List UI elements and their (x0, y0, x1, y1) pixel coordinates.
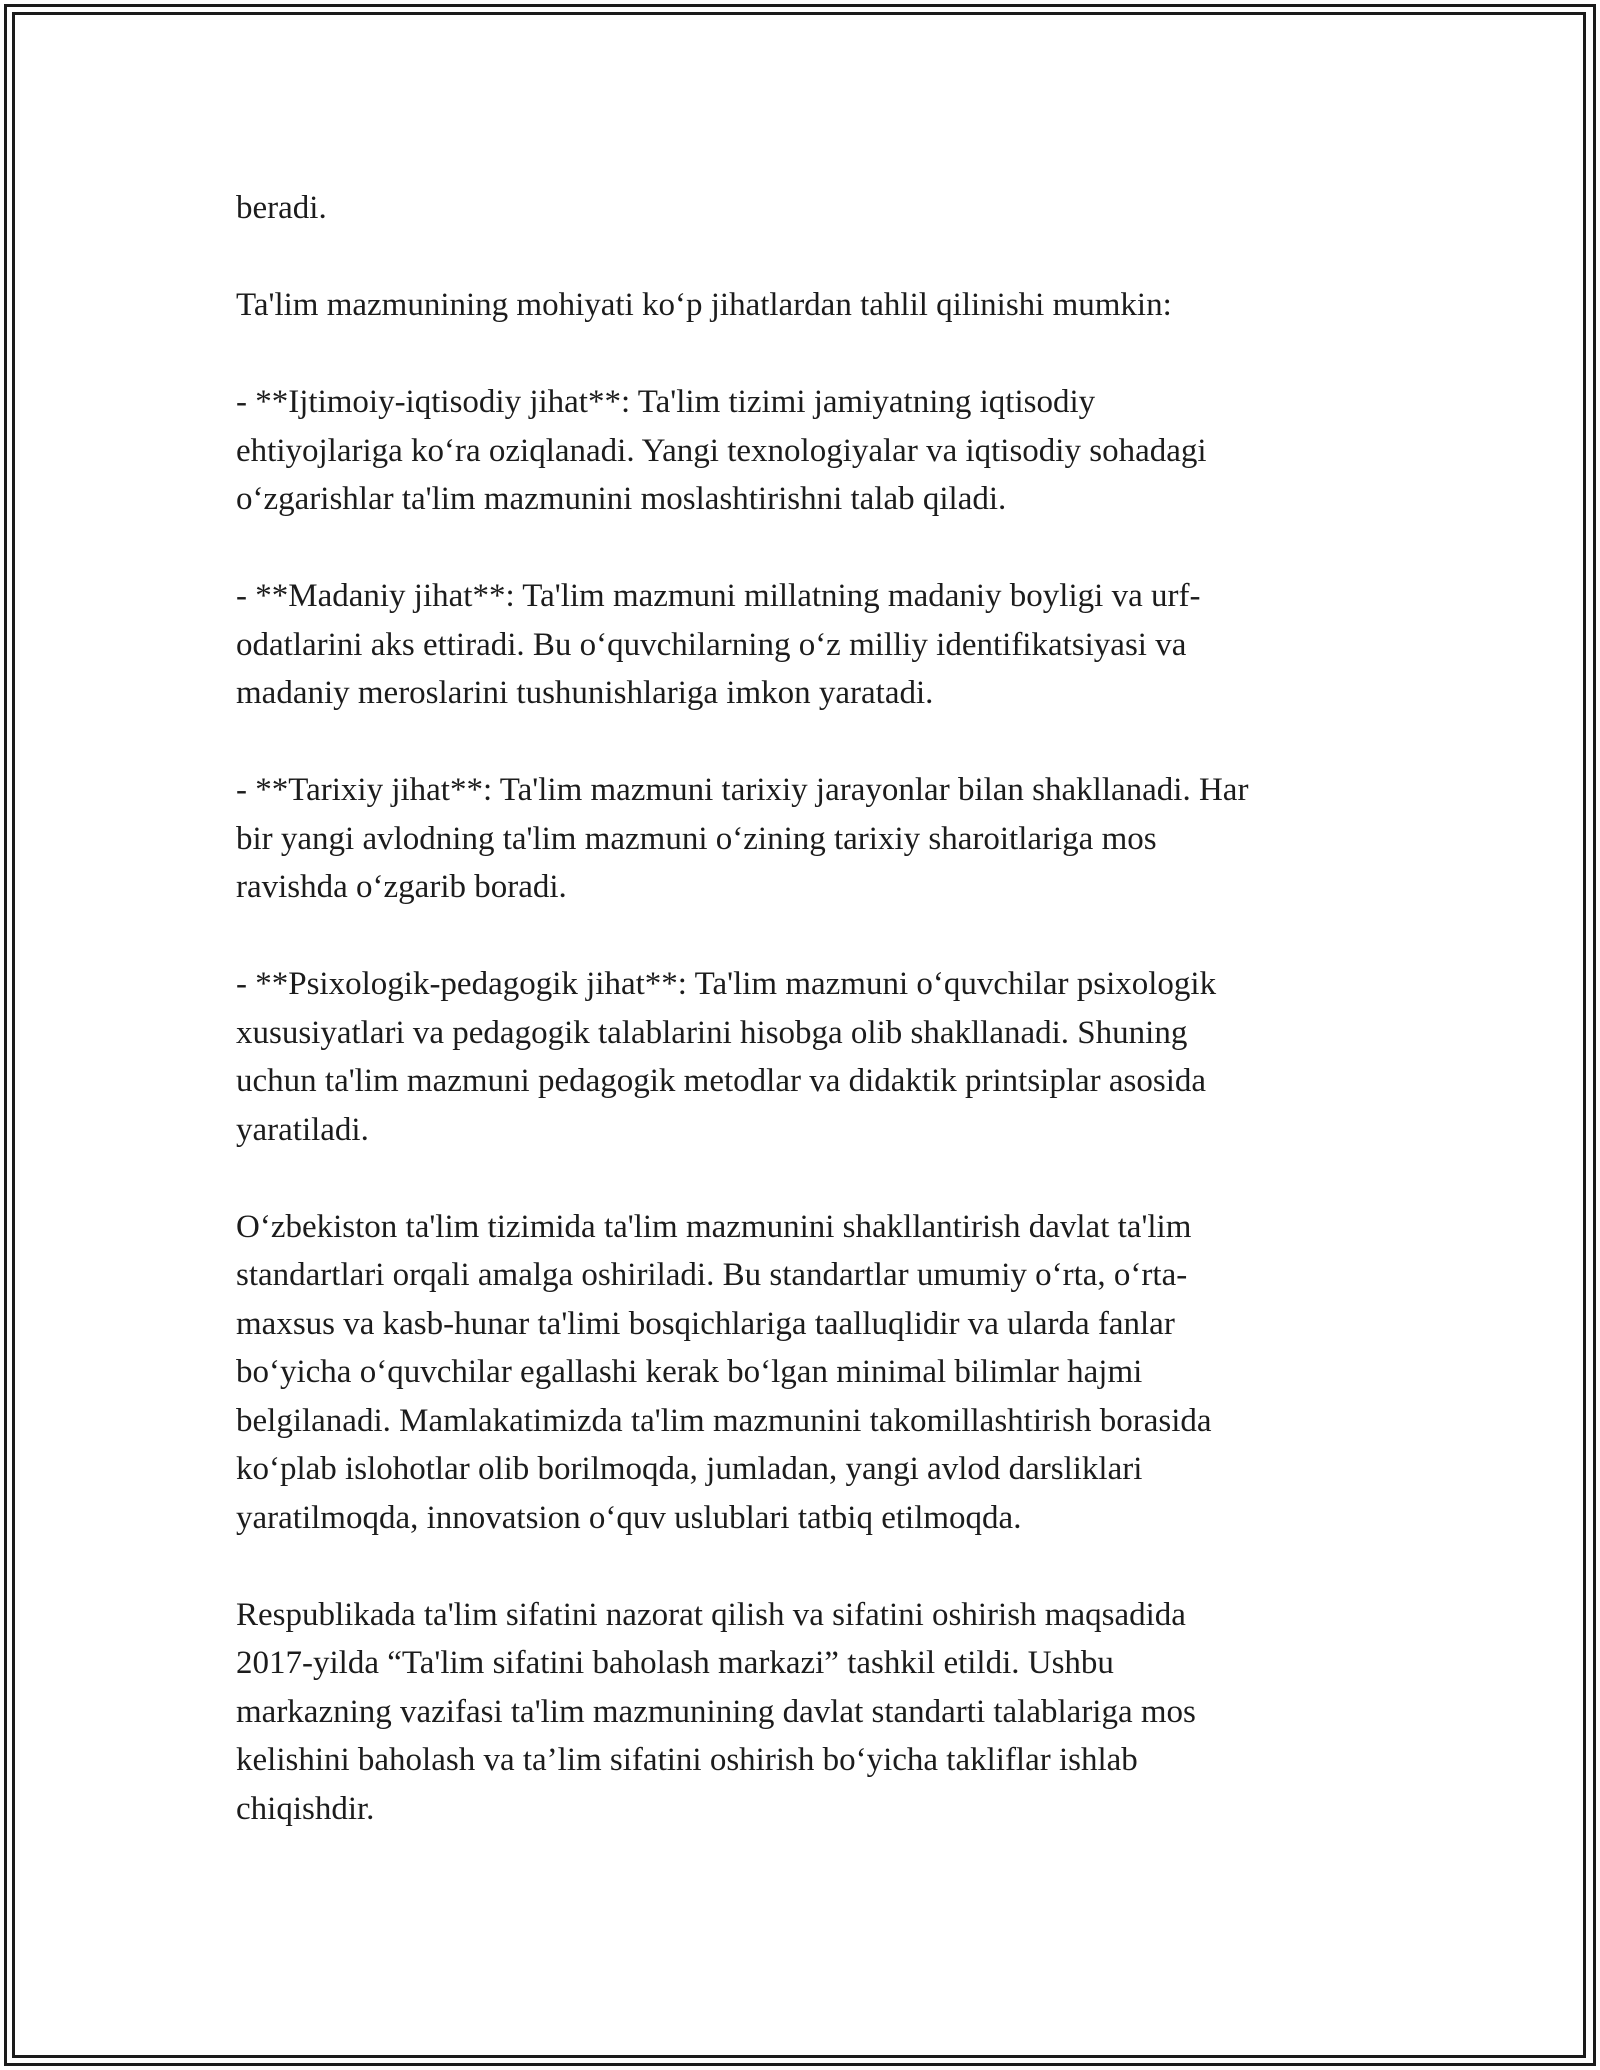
text-line: ko‘plab islohotlar olib borilmoqda, jumladan, yangi avlod darsliklari (236, 1451, 1143, 1487)
text-line: markazning vazifasi ta'lim mazmunining davlat standarti talablariga mos (236, 1693, 1196, 1730)
text-line: - **Madaniy jihat**: Ta'lim mazmuni millatning madaniy boyligi va urf- (236, 578, 1201, 614)
text-line: xususiyatlari va pedagogik talablarini hisobga olib shakllanadi. Shuning (236, 1014, 1188, 1051)
paragraph (236, 1203, 1386, 1543)
text-line: ehtiyojlariga ko‘ra oziqlanadi. Yangi texnologiyalar va iqtisodiy sohadagi (236, 432, 1207, 469)
text-line: uchun ta'lim mazmuni pedagogik metodlar va didaktik printsiplar asosida (236, 1063, 1207, 1099)
paragraph (236, 184, 1386, 233)
document-body (236, 184, 1386, 1882)
text-line: - **Ijtimoiy-iqtisodiy jihat**: Ta'lim tizimi jamiyatning iqtisodiy (236, 384, 1096, 420)
paragraph (236, 281, 1386, 330)
text-line: madaniy meroslarini tushunishlariga imkon yaratadi. (236, 675, 934, 711)
text-line: yaratiladi. (236, 1111, 369, 1148)
text-line: - **Psixologik-pedagogik jihat**: Ta'lim mazmuni o‘quvchilar psixologik (236, 966, 1217, 1002)
text-line: - **Tarixiy jihat**: Ta'lim mazmuni tarixiy jarayonlar bilan shakllanadi. Har (236, 772, 1249, 808)
paragraph (236, 572, 1386, 718)
text-line: Respublikada ta'lim sifatini nazorat qilish va sifatini oshirish maqsadida (236, 1596, 1186, 1633)
text-line: O‘zbekiston ta'lim tizimida ta'lim mazmunini shakllantirish davlat ta'lim (236, 1208, 1192, 1245)
text-line: kelishini baholash va ta’lim sifatini oshirish bo‘yicha takliflar ishlab (236, 1742, 1138, 1778)
text-line: maxsus va kasb-hunar ta'limi bosqichlariga taalluqlidir va ularda fanlar (236, 1305, 1175, 1342)
paragraph (236, 960, 1386, 1154)
paragraph (236, 1591, 1386, 1834)
text-line: Ta'lim mazmunining mohiyati ko‘p jihatlardan tahlil qilinishi mumkin: (236, 287, 1172, 323)
text-line: belgilanadi. Mamlakatimizda ta'lim mazmunini takomillashtirish borasida (236, 1402, 1212, 1439)
text-line: bo‘yicha o‘quvchilar egallashi kerak bo‘lgan minimal bilimlar hajmi (236, 1354, 1143, 1390)
text-line: standartlari orqali amalga oshiriladi. Bu standartlar umumiy o‘rta, o‘rta- (236, 1257, 1188, 1293)
text-line: o‘zgarishlar ta'lim mazmunini moslashtirishni talab qiladi. (236, 481, 1007, 517)
paragraph (236, 766, 1386, 912)
text-line: chiqishdir. (236, 1790, 375, 1827)
text-line: yaratilmoqda, innovatsion o‘quv uslublari tatbiq etilmoqda. (236, 1499, 1022, 1536)
paragraph (236, 378, 1386, 524)
text-line: beradi. (236, 190, 327, 226)
text-line: ravishda o‘zgarib boradi. (236, 869, 567, 905)
text-line: bir yangi avlodning ta'lim mazmuni o‘zining tarixiy sharoitlariga mos (236, 820, 1157, 857)
text-line: 2017-yilda “Ta'lim sifatini baholash markazi” tashkil etildi. Ushbu (236, 1645, 1114, 1681)
text-line: odatlarini aks ettiradi. Bu o‘quvchilarning o‘z milliy identifikatsiyasi va (236, 626, 1187, 663)
